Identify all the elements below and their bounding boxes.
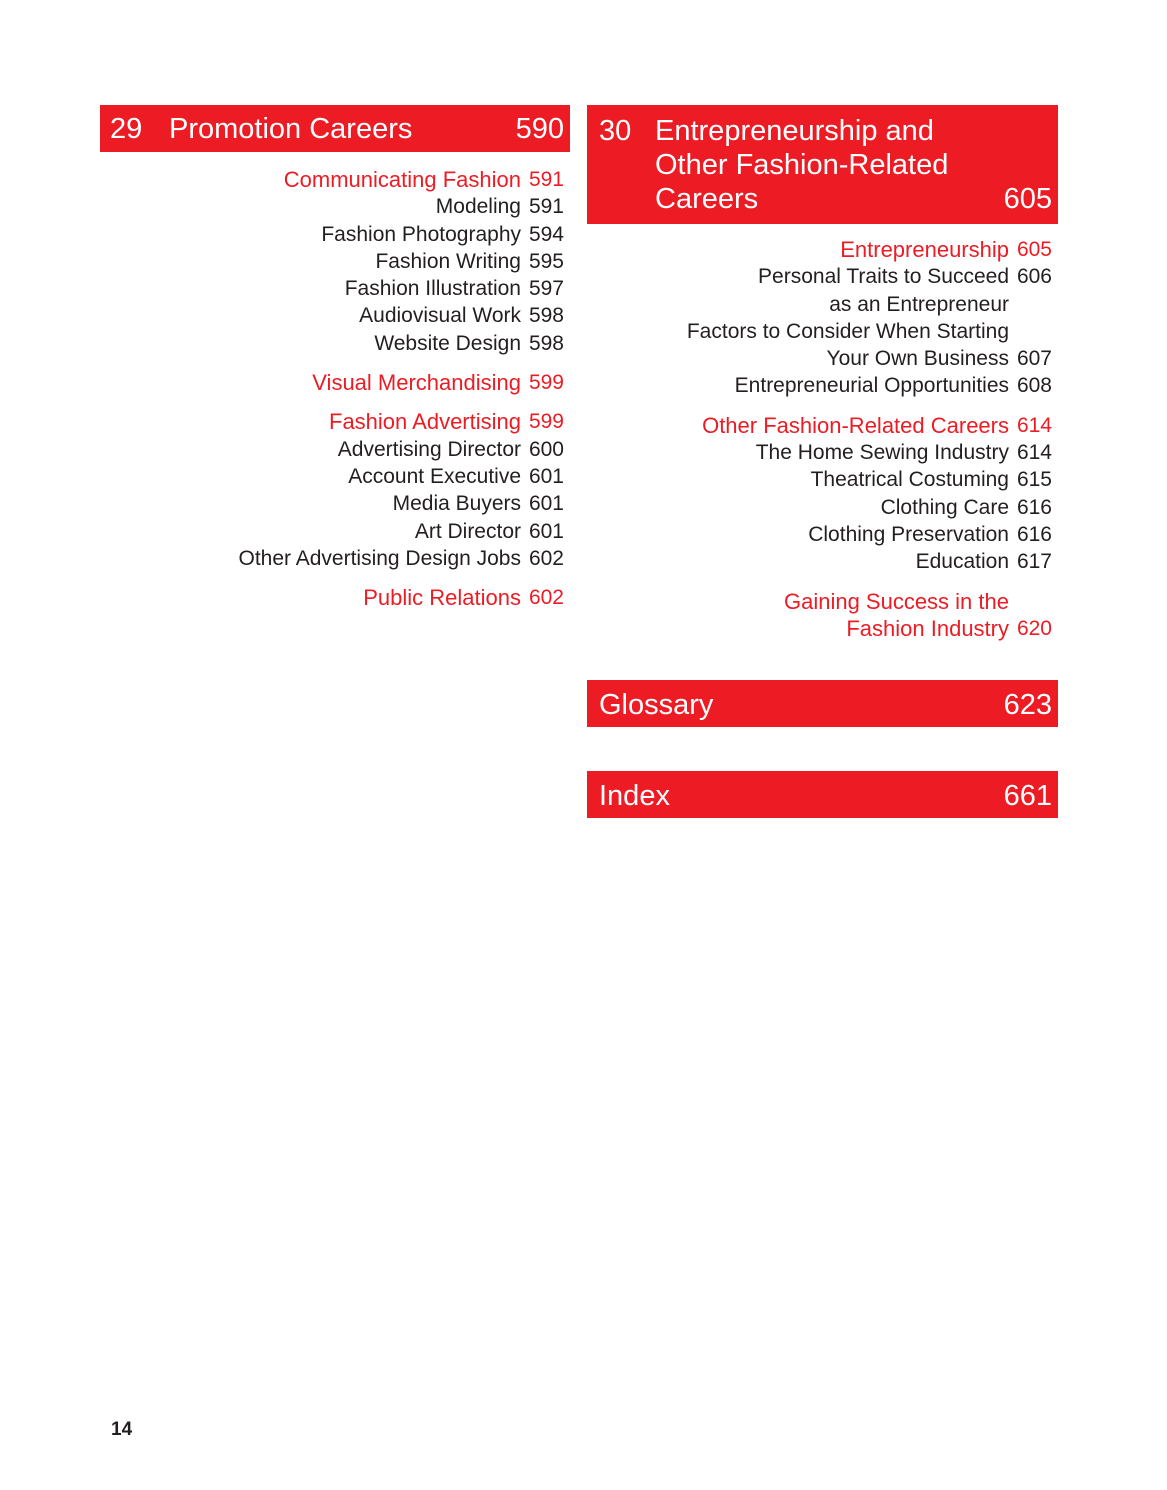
entry-page: 591 <box>528 195 564 219</box>
entry-title: Entrepreneurship <box>840 237 1009 262</box>
toc-subsection-entry[interactable] <box>100 545 570 572</box>
entry-page: 607 <box>1016 347 1052 371</box>
index-page: 661 <box>1003 780 1052 812</box>
toc-subsection-entry[interactable] <box>587 494 1058 521</box>
chapter-title: Promotion Careers <box>169 113 413 145</box>
chapter-30-column <box>587 105 1058 642</box>
entry-page: 598 <box>528 304 564 328</box>
chapter-page: 590 <box>515 113 564 145</box>
chapter-30-header[interactable] <box>587 105 1058 224</box>
entry-title: Communicating Fashion <box>283 167 521 192</box>
entry-title: Visual Merchandising <box>312 370 521 396</box>
toc-subsection-entry[interactable] <box>100 248 570 275</box>
entry-page: 608 <box>1016 374 1052 398</box>
chapter-number: 29 <box>110 113 143 145</box>
entry-title: Fashion Photography <box>321 222 521 246</box>
entry-page: 602 <box>528 546 564 570</box>
entry-title: Clothing Preservation <box>808 522 1009 546</box>
entry-title: Theatrical Costuming <box>810 468 1009 492</box>
entry-title: Media Buyers <box>392 492 521 516</box>
entry-title: Audiovisual Work <box>359 304 521 328</box>
entry-title: Modeling <box>435 195 521 219</box>
chapter-29-header[interactable] <box>100 105 570 152</box>
index-title: Index <box>599 780 670 812</box>
entry-title: Entrepreneurial Opportunities <box>734 374 1009 398</box>
toc-subsection-entry[interactable] <box>587 372 1058 399</box>
entry-title: Website Design <box>374 331 521 355</box>
toc-subsection-entry[interactable] <box>100 193 570 220</box>
entry-page: 591 <box>528 168 564 191</box>
toc-subsection-entry[interactable] <box>100 436 570 463</box>
entry-page: 598 <box>528 331 564 355</box>
toc-subsection-entry[interactable] <box>100 221 570 248</box>
entry-page: 602 <box>528 586 564 610</box>
toc-section-entry[interactable] <box>100 369 570 396</box>
entry-page: 614 <box>1016 441 1052 465</box>
toc-subsection-entry[interactable] <box>100 518 570 545</box>
entry-title: Account Executive <box>348 464 521 488</box>
toc-subsection-entry[interactable] <box>100 302 570 329</box>
entry-title: The Home Sewing Industry <box>755 441 1009 465</box>
entry-page: 620 <box>1016 616 1052 640</box>
page-number: 14 <box>111 1419 133 1440</box>
entry-title: Gaining Success in the Fashion Industry <box>783 588 1009 641</box>
toc-subsection-entry[interactable] <box>587 439 1058 466</box>
toc-section-entry[interactable] <box>100 166 570 193</box>
entry-title: Fashion Illustration <box>344 277 521 301</box>
entry-title: Clothing Care <box>880 495 1009 519</box>
entry-page: 595 <box>528 249 564 273</box>
entry-title: Factors to Consider When Starting Your Own Business <box>686 319 1009 371</box>
toc-subsection-entry[interactable] <box>587 318 1058 373</box>
entry-page: 601 <box>528 464 564 488</box>
entry-title: Education <box>915 550 1009 574</box>
toc-subsection-entry[interactable] <box>587 521 1058 548</box>
entry-title: Advertising Director <box>337 437 521 461</box>
toc-section-entry[interactable] <box>587 236 1058 263</box>
entry-page: 615 <box>1016 468 1052 492</box>
entry-title: Fashion Writing <box>375 249 521 273</box>
chapter-29-column <box>100 105 570 611</box>
entry-title: Fashion Advertising <box>329 409 521 435</box>
entry-page: 597 <box>528 277 564 301</box>
entry-title: Art Director <box>414 519 521 543</box>
entry-page: 616 <box>1016 522 1052 546</box>
entry-title: Other Fashion-Related Careers <box>702 412 1009 438</box>
toc-section-entry[interactable] <box>100 584 570 611</box>
glossary-header[interactable] <box>587 680 1058 727</box>
chapter-29-entries <box>100 166 570 611</box>
entry-page: 594 <box>528 222 564 246</box>
toc-section-entry[interactable] <box>587 588 1058 643</box>
chapter-title: Entrepreneurship and Other Fashion-Related Careers <box>655 115 949 215</box>
toc-subsection-entry[interactable] <box>587 263 1058 318</box>
glossary-title: Glossary <box>599 689 714 721</box>
entry-page: 614 <box>1016 413 1052 437</box>
chapter-30-entries <box>587 236 1058 642</box>
toc-subsection-entry[interactable] <box>100 275 570 302</box>
entry-page: 601 <box>528 519 564 543</box>
chapter-page: 605 <box>1003 183 1052 215</box>
entry-page: 600 <box>528 437 564 461</box>
chapter-number: 30 <box>599 115 632 147</box>
index-header[interactable] <box>587 771 1058 818</box>
toc-section-entry[interactable] <box>587 412 1058 439</box>
toc-subsection-entry[interactable] <box>100 490 570 517</box>
toc-subsection-entry[interactable] <box>100 330 570 357</box>
entry-page: 599 <box>528 410 564 434</box>
entry-page: 601 <box>528 492 564 516</box>
toc-subsection-entry[interactable] <box>587 466 1058 493</box>
glossary-page: 623 <box>1003 689 1052 721</box>
entry-page: 599 <box>528 371 564 395</box>
entry-page: 606 <box>1016 265 1052 289</box>
entry-page: 616 <box>1016 495 1052 519</box>
entry-title: Other Advertising Design Jobs <box>238 546 521 570</box>
entry-page: 617 <box>1016 550 1052 574</box>
entry-title: Personal Traits to Succeed as an Entrepreneur <box>758 265 1009 316</box>
entry-page: 605 <box>1016 238 1052 261</box>
toc-subsection-entry[interactable] <box>100 463 570 490</box>
toc-subsection-entry[interactable] <box>587 548 1058 575</box>
entry-title: Public Relations <box>363 585 521 611</box>
toc-section-entry[interactable] <box>100 408 570 435</box>
